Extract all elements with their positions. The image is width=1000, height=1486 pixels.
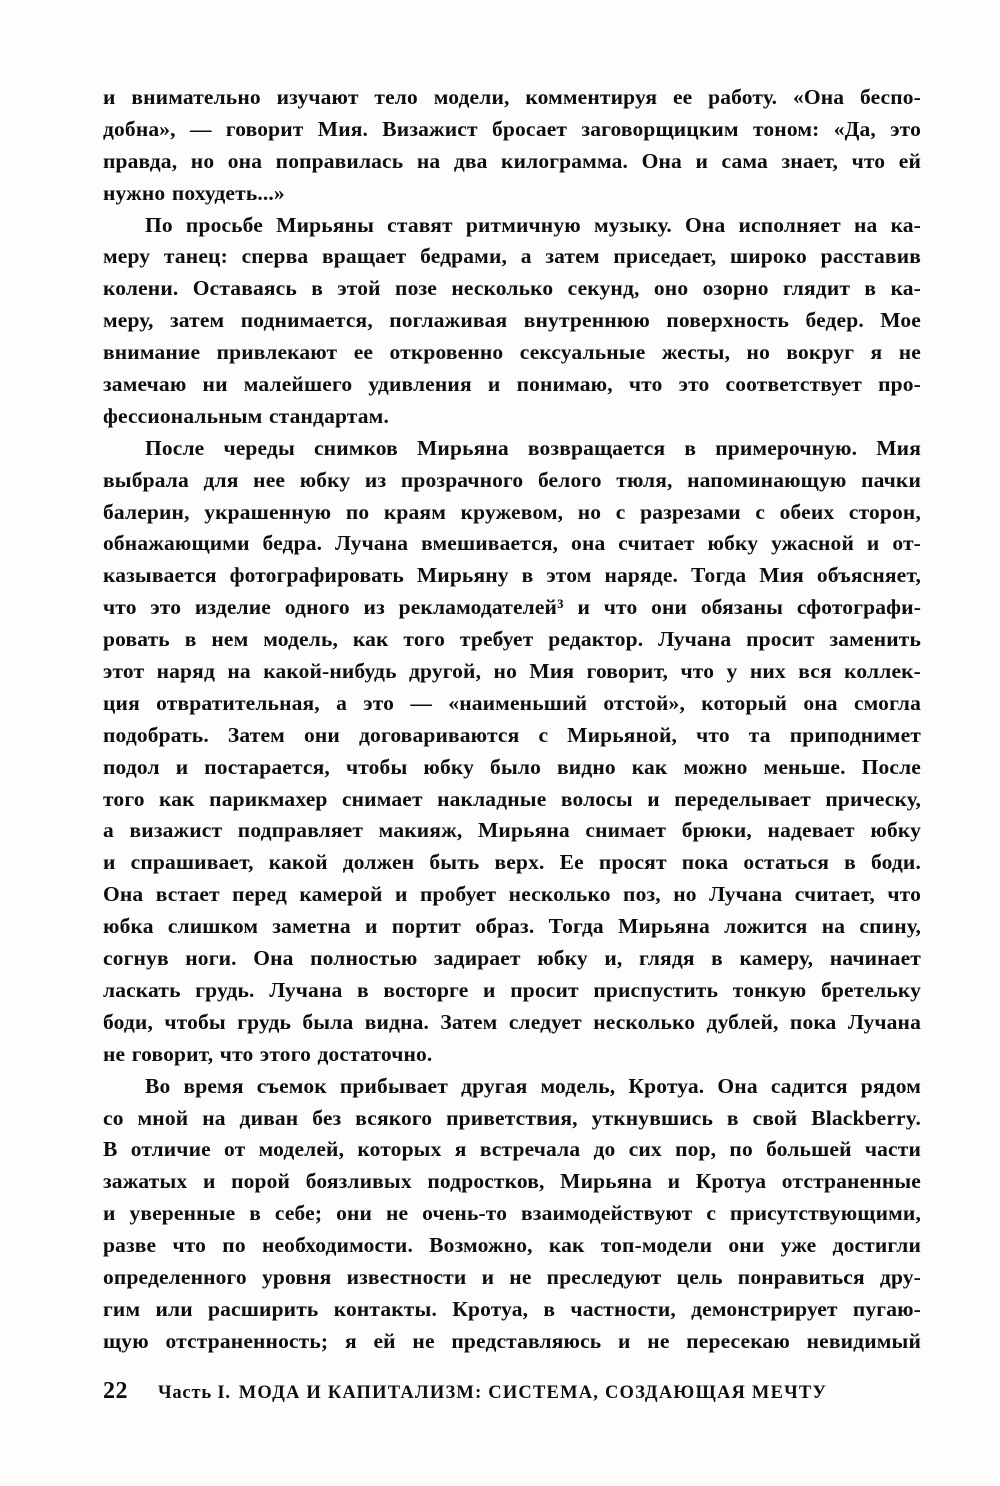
text-line: Во время съемок прибывает другая модель, Кротуа. Она садится рядом [145,1073,921,1098]
text-line: обнажающими бедра. Лучана вмешивается, она считает юбку ужасной и от- [103,531,921,556]
text-line: После череды снимков Мирьяна возвращается в примерочную. Мия [145,435,921,460]
text-line: замечаю ни малейшего удивления и понимаю, что это соответствует про- [103,372,921,397]
text-line: гим или расширить контакты. Кротуа, в частности, демонстрирует пугаю- [103,1296,921,1321]
page-number: 22 [103,1378,128,1404]
text-line: боди, чтобы грудь была видна. Затем следует несколько дублей, пока Лучана [103,1009,921,1034]
text-line: разве что по необходимости. Возможно, как топ-модели они уже достигли [103,1233,921,1258]
text-line: этот наряд на какой-нибудь другой, но Мия говорит, что у них вся коллек- [103,659,921,684]
text-line: щую отстраненность; я ей не представляюсь и не пересекаю невидимый [103,1328,921,1353]
text-line: а визажист подправляет макияж, Мирьяна снимает брюки, надевает юбку [103,818,921,843]
text-line: В отличие от моделей, которых я встречала до сих пор, по большей части [103,1137,921,1162]
text-line: нужно похудеть...» [103,180,285,205]
text-line: ласкать грудь. Лучана в восторге и просит приспустить тонкую бретельку [103,977,921,1002]
text-line: и спрашивает, какой должен быть верх. Ее просят пока остаться в боди. [103,850,921,875]
text-line: согнув ноги. Она полностью задирает юбку и, глядя в камеру, начинает [103,946,921,971]
text-line: правда, но она поправилась на два килограмма. Она и сама знает, что ей [103,148,921,173]
text-line: и внимательно изучают тело модели, комментируя ее работу. «Она беспо- [103,85,921,109]
text-line: того как парикмахер снимает накладные волосы и переделывает прическу, [103,786,921,811]
footer-part-title: МОДА И КАПИТАЛИЗМ: СИСТЕМА, СОЗДАЮЩАЯ МЕЧТУ [238,1383,828,1403]
text-line: колени. Оставаясь в этой позе несколько секунд, оно озорно глядит в ка- [103,276,921,301]
text-line: внимание привлекают ее откровенно сексуальные жесты, но вокруг я не [103,340,921,365]
text-line: юбка слишком заметна и портит образ. Тогда Мирьяна ложится на спину, [103,914,921,939]
text-line: меру, затем поднимается, поглаживая внутреннюю поверхность бедер. Мое [103,308,921,333]
text-line: казывается фотографировать Мирьяну в этом наряде. Тогда Мия объясняет, [103,563,921,588]
text-line: добна», — говорит Мия. Визажист бросает заговорщицким тоном: «Да, это [103,116,921,141]
page-footer [103,1378,921,1405]
text-line: определенного уровня известности и не преследуют цель понравиться дру- [103,1264,921,1289]
text-line: меру танец: сперва вращает бедрами, а затем приседает, широко расставив [103,244,921,269]
text-line: и уверенные в себе; они не очень-то взаимодействуют с присутствующими, [103,1201,921,1226]
body-text [103,82,921,1358]
text-line: зажатых и порой боязливых подростков, Мирьяна и Кротуа отстраненные [103,1169,921,1194]
text-line: подобрать. Затем они договариваются с Мирьяной, что та приподнимет [103,722,921,747]
text-line: фессиональным стандартам. [103,403,390,428]
text-line: выбрала для нее юбку из прозрачного белого тюля, напоминающую пачки [103,467,921,492]
text-line: ровать в нем модель, как того требует редактор. Лучана просит заменить [103,627,921,652]
text-line: что это изделие одного из рекламодателей³ и что они обязаны сфотографи- [103,595,921,620]
text-line: балерин, украшенную по краям кружевом, но с разрезами с обеих сторон, [103,499,921,524]
text-line: не говорит, что этого достаточно. [103,1041,433,1066]
text-line: Она встает перед камерой и пробует несколько поз, но Лучана считает, что [103,882,921,907]
footer-part-label: Часть I. [158,1383,231,1403]
text-line: По просьбе Мирьяны ставят ритмичную музыку. Она исполняет на ка- [145,212,921,237]
text-line: со мной на диван без всякого приветствия, уткнувшись в свой Blackberry. [103,1105,921,1130]
text-line: подол и постарается, чтобы юбку было видно как можно меньше. После [103,754,921,779]
text-line: ция отвратительная, а это — «наименьший отстой», который она смогла [103,690,921,715]
